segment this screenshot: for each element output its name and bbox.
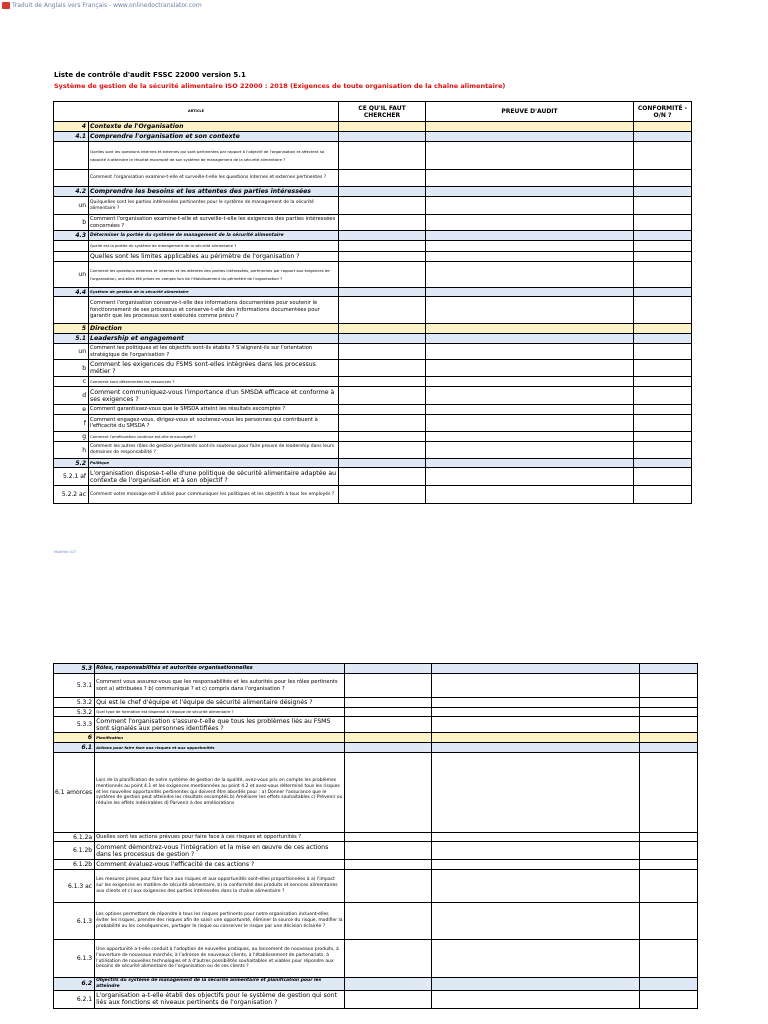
look-for-cell[interactable] [339,297,426,324]
look-for-cell[interactable] [339,405,426,415]
table-row [54,842,698,860]
evidence-cell[interactable] [426,241,634,252]
look-for-cell[interactable] [339,142,426,170]
audit-question: Comment communiquez-vous l'importance d'un SMSDA efficace et conforme à ses exigences ? [89,387,339,405]
audit-question: Comment les questions externes et internes et les attentes des parties intéressées, pertinentes par rapport aux exigences de l'organisation, ont-elles été prises en compte lors de l'établissement du périmètre de l'organisation ? [89,262,339,288]
conformity-cell[interactable] [634,215,692,231]
clause-ref: c [54,377,89,387]
section-title: Politique [89,459,339,468]
audit-question: Qui est le chef d'équipe et l'équipe de sécurité alimentaire désignés ? [95,698,345,708]
look-for-cell [339,231,426,241]
subsection-row [54,132,692,142]
clause-ref: un [54,262,89,288]
audit-question: L'organisation dispose-t-elle d'une politique de sécurité alimentaire adaptée au contexte de l'organisation et à son objectif ? [89,468,339,486]
conformity-cell[interactable] [634,252,692,262]
table-body-page-2 [54,664,698,1009]
conformity-cell [640,664,698,674]
section-title: Direction [89,324,339,334]
evidence-cell [426,122,634,132]
evidence-cell[interactable] [426,297,634,324]
translator-logo-icon [2,2,10,9]
clause-ref [54,170,89,187]
evidence-cell [426,334,634,344]
evidence-cell [432,733,640,743]
look-for-cell[interactable] [339,241,426,252]
look-for-cell[interactable] [339,486,426,504]
section-row [54,733,698,743]
table-row [54,360,692,377]
subsection-row [54,231,692,241]
clause-ref [54,142,89,170]
section-title: Rôles, responsabilités et autorités organisationnelles [95,664,345,674]
audit-question: Comment l'organisation examine-t-elle et surveille-t-elle les questions internes et externes pertinentes ? [89,170,339,187]
table-header-row [54,102,692,122]
audit-question: Comment les exigences du FSMS sont-elles intégrées dans les processus métier ? [89,360,339,377]
table-row [54,860,698,870]
look-for-cell[interactable] [345,833,432,842]
conformity-cell[interactable] [640,990,698,1008]
clause-ref: 5.2 [54,459,89,468]
evidence-cell [426,231,634,241]
audit-question: Comment démontrez-vous l'intégration et la mise en œuvre de ces actions dans les processus de gestion ? [95,842,345,860]
look-for-cell[interactable] [339,252,426,262]
evidence-cell[interactable] [426,387,634,405]
look-for-cell [345,978,432,991]
look-for-cell [345,733,432,743]
table-row [54,377,692,387]
evidence-cell[interactable] [426,262,634,288]
evidence-cell[interactable] [432,940,640,978]
audit-question: Comment garantissez-vous que le SMSDA atteint les résultats escomptés ? [89,405,339,415]
audit-question: Comment l'amélioration continue est-elle encouragée ? [89,432,339,442]
clause-ref: 5.3.3 [54,717,95,733]
evidence-cell[interactable] [432,833,640,842]
table-row [54,197,692,215]
conformity-cell [640,978,698,991]
conformity-cell[interactable] [634,387,692,405]
table-row [54,468,692,486]
table-row [54,486,692,504]
evidence-cell[interactable] [426,405,634,415]
look-for-cell[interactable] [345,903,432,940]
section-title: Système de gestion de la sécurité alimentaire [89,288,339,297]
evidence-cell [432,978,640,991]
table-row [54,432,692,442]
evidence-cell [426,288,634,297]
evidence-cell[interactable] [426,197,634,215]
conformity-cell [634,132,692,142]
clause-ref: b [54,215,89,231]
look-for-cell[interactable] [339,344,426,360]
look-for-cell[interactable] [345,698,432,708]
evidence-cell[interactable] [426,377,634,387]
conformity-cell[interactable] [634,241,692,252]
look-for-cell[interactable] [345,940,432,978]
look-for-cell[interactable] [339,197,426,215]
conformity-cell [634,231,692,241]
look-for-cell[interactable] [339,468,426,486]
section-row [54,324,692,334]
evidence-cell[interactable] [432,860,640,870]
evidence-cell[interactable] [426,486,634,504]
table-row [54,442,692,459]
audit-question: Comment engagez-vous, dirigez-vous et soutenez-vous les personnes qui contribuent à l'efficacité du SMSDA ? [89,415,339,432]
conformity-cell[interactable] [634,442,692,459]
table-row [54,252,692,262]
conformity-cell[interactable] [640,860,698,870]
look-for-cell[interactable] [345,674,432,698]
look-for-cell[interactable] [345,860,432,870]
table-row [54,674,698,698]
audit-question: Comment votre message est-il utilisé pour communiquer les politiques et les objectifs à tous les employés ? [89,486,339,504]
look-for-cell[interactable] [345,753,432,833]
look-for-cell[interactable] [339,170,426,187]
evidence-cell[interactable] [432,753,640,833]
conformity-cell [634,187,692,197]
audit-question: Comment l'organisation s'assure-t-elle que tous les problèmes liés au FSMS sont signalés aux personnes identifiées ? [95,717,345,733]
table-row [54,698,698,708]
clause-ref: 5.3.2 [54,698,95,708]
conformity-cell[interactable] [640,903,698,940]
look-for-cell[interactable] [339,360,426,377]
clause-ref: b [54,360,89,377]
conformity-cell[interactable] [634,415,692,432]
clause-ref: f [54,415,89,432]
audit-question: Quelles sont les questions internes et externes qui sont pertinentes par rapport à l'objectif de l'organisation et affectent sa capacité à atteindre le résultat escompté de son système de management de la sécurité alimentaire ? [89,142,339,170]
conformity-cell [634,324,692,334]
evidence-cell[interactable] [426,215,634,231]
evidence-cell [426,187,634,197]
clause-ref: 6 [54,733,95,743]
document-subtitle: Système de gestion de la sécurité alimentaire ISO 22000 : 2018 (Exigences de toute organisation de la chaîne alimentaire) [54,82,506,90]
section-row [54,122,692,132]
section-title: Planification [95,733,345,743]
subsection-row [54,288,692,297]
conformity-cell[interactable] [640,717,698,733]
clause-ref: 4.3 [54,231,89,241]
audit-question: Comment l'organisation examine-t-elle et surveille-t-elle les exigences des parties intéressées concernées ? [89,215,339,231]
table-row [54,990,698,1008]
audit-question: Quelles sont les limites applicables au périmètre de l'organisation ? [89,252,339,262]
evidence-cell [426,324,634,334]
conformity-cell[interactable] [640,753,698,833]
evidence-cell[interactable] [432,674,640,698]
table-row [54,262,692,288]
section-title: Objectifs du système de management de la sécurité alimentaire et planification pour les atteindre [95,978,345,991]
table-row [54,297,692,324]
audit-question: Quelles sont les actions prévues pour faire face à ces risques et opportunités ? [95,833,345,842]
look-for-cell [339,334,426,344]
look-for-cell [339,187,426,197]
table-row [54,717,698,733]
clause-ref: 6.1 amorces [54,753,95,833]
subsection-row [54,743,698,753]
clause-ref: un [54,197,89,215]
clause-ref: 5.1 [54,334,89,344]
clause-ref: 4.2 [54,187,89,197]
clause-ref: 6.1.3 [54,903,95,940]
evidence-cell [432,664,640,674]
conformity-cell [640,733,698,743]
audit-question: Les mesures prises pour faire face aux risques et aux opportunités sont-elles proportionnées à a) l'impact sur les exigences en matière de sécurité alimentaire, b) la conformité des produits et services alimentaires aux clients et c) aux exigences des parties intéressées dans la chaîne alimentaire ? [95,870,345,903]
look-for-cell [339,288,426,297]
table-row [54,903,698,940]
audit-question: Quel type de formation est dispensé à l'équipe de sécurité alimentaire ? [95,708,345,717]
look-for-cell[interactable] [345,708,432,717]
section-title: Actions pour faire face aux risques et aux opportunités [95,743,345,753]
audit-question: Comment évaluez-vous l'efficacité de ces actions ? [95,860,345,870]
audit-checklist-table-page-1 [53,101,692,504]
clause-ref: g [54,432,89,442]
evidence-cell[interactable] [432,717,640,733]
audit-question: Une opportunité a-t-elle conduit à l'adoption de nouvelles pratiques, au lancement de nouveaux produits, à l'ouverture de nouveaux marchés, à l'adresse de nouveaux clients, à l'établissement de partenariats, à l'utilisation de nouvelles technologies et à d'autres possibilités souhaitables et viables pour répondre aux besoins de sécurité alimentaire de l'organisation ou de ses clients ? [95,940,345,978]
look-for-cell[interactable] [339,377,426,387]
audit-question: Quelle est la portée du système de management de la sécurité alimentaire ? [89,241,339,252]
evidence-cell[interactable] [432,708,640,717]
look-for-cell [345,664,432,674]
section-title: Comprendre l'organisation et son contexte [89,132,339,142]
conformity-cell[interactable] [640,940,698,978]
clause-ref: 5.3.2 [54,708,95,717]
header-look-for: CE QU'IL FAUT CHERCHER [339,102,426,122]
header-evidence: PREUVE D'AUDIT [426,102,634,122]
look-for-cell [339,324,426,334]
conformity-cell[interactable] [634,344,692,360]
section-title: Déterminer la portée du système de management de la sécurité alimentaire [89,231,339,241]
table-row [54,387,692,405]
conformity-cell[interactable] [634,468,692,486]
evidence-cell[interactable] [426,432,634,442]
conformity-cell[interactable] [634,170,692,187]
conformity-cell[interactable] [634,262,692,288]
look-for-cell [345,743,432,753]
conformity-cell[interactable] [640,842,698,860]
audit-question: Comment l'organisation conserve-t-elle des informations documentées pour soutenir le fonctionnement de ses processus et conserve-t-elle des informations documentées pour garantir que les processus sont exécutés comme prévu ? [89,297,339,324]
evidence-cell[interactable] [426,415,634,432]
conformity-cell[interactable] [634,142,692,170]
evidence-cell[interactable] [426,344,634,360]
conformity-cell [640,743,698,753]
clause-ref: 6.1.3 ac [54,870,95,903]
clause-ref: 6.2 [54,978,95,991]
clause-ref: 5.2.2 ac [54,486,89,504]
clause-ref: 6.1.2b [54,842,95,860]
evidence-cell[interactable] [432,903,640,940]
conformity-cell[interactable] [634,486,692,504]
conformity-cell [634,122,692,132]
evidence-cell[interactable] [426,442,634,459]
audit-question: Comment sont déterminées les ressources ? [89,377,339,387]
conformity-cell[interactable] [634,432,692,442]
conformity-cell[interactable] [634,197,692,215]
table-row [54,870,698,903]
table-row [54,215,692,231]
look-for-cell[interactable] [339,215,426,231]
clause-ref: 5.3 [54,664,95,674]
subsection-row [54,664,698,674]
clause-ref: 5 [54,324,89,334]
look-for-cell [339,459,426,468]
clause-ref: 4 [54,122,89,132]
look-for-cell[interactable] [339,415,426,432]
table-row [54,415,692,432]
clause-ref: 5.3.1 [54,674,95,698]
conformity-cell [634,334,692,344]
table-row [54,344,692,360]
table-row [54,753,698,833]
header-article: ARTICLE [54,102,339,122]
audit-question: Les options permettant de répondre à tous les risques pertinents pour notre organisation incluent-elles éviter les risques, prendre des risques afin de saisir une opportunité, éliminer la source du risque, modifier la probabilité ou les conséquences, partager le risque ou conserver le risque par une décision éclairée ? [95,903,345,940]
clause-ref: h [54,442,89,459]
clause-ref: e [54,405,89,415]
audit-question: Lors de la planification de notre système de gestion de la qualité, avez-vous pris en compte les problèmes mentionnés au point 4.1 et les exigences mentionnées au point 4.2 et avez-vous déterminé tous les risques et les nouvelles opportunités pertinentes qui doivent être abordés pour : a) Donner l'assurance que le système de gestion peut atteindre les résultats escomptés b) Améliorer les effets souhaitables c) Prévenir ou réduire les effets indésirables d) Parvenir à des améliorations [95,753,345,833]
look-for-cell[interactable] [339,432,426,442]
subsection-row [54,459,692,468]
conformity-cell[interactable] [634,377,692,387]
subsection-row [54,978,698,991]
conformity-cell [634,288,692,297]
evidence-cell[interactable] [432,842,640,860]
conformity-cell[interactable] [640,708,698,717]
conformity-cell[interactable] [640,674,698,698]
clause-ref: un [54,344,89,360]
table-body-page-1 [54,122,692,504]
page-footnote: Modifiez 427 [54,550,77,554]
clause-ref: 4.4 [54,288,89,297]
clause-ref: 6.1.2a [54,833,95,842]
table-row [54,708,698,717]
table-row [54,940,698,978]
look-for-cell[interactable] [345,717,432,733]
audit-question: Qui/quelles sont les parties intéressées pertinentes pour le système de management de la sécurité alimentaire ? [89,197,339,215]
table-row [54,170,692,187]
clause-ref: 4.1 [54,132,89,142]
conformity-cell[interactable] [640,870,698,903]
clause-ref: 6.2.1 [54,990,95,1008]
look-for-cell[interactable] [339,442,426,459]
audit-question: Comment les politiques et les objectifs sont-ils établis ? S'alignent-ils sur l'orientation stratégique de l'organisation ? [89,344,339,360]
look-for-cell [339,132,426,142]
evidence-cell[interactable] [432,698,640,708]
audit-question: Comment vous assurez-vous que les responsabilités et les autorités pour les rôles pertinents sont a) attribuées ? b) communiqué ? et c) compris dans l'organisation ? [95,674,345,698]
audit-question: Comment les autres rôles de gestion pertinents sont-ils soutenus pour faire preuve de leadership dans leurs domaines de responsabilité ? [89,442,339,459]
document-title: Liste de contrôle d'audit FSSC 22000 version 5.1 [54,71,246,79]
clause-ref: 6.1 [54,743,95,753]
subsection-row [54,187,692,197]
section-title: Contexte de l'Organisation [89,122,339,132]
audit-question: L'organisation a-t-elle établi des objectifs pour le système de gestion qui sont liés aux fonctions et niveaux pertinents de l'organisation ? [95,990,345,1008]
table-row [54,241,692,252]
look-for-cell[interactable] [339,262,426,288]
table-row [54,142,692,170]
translation-banner[interactable] [0,0,202,10]
look-for-cell [339,122,426,132]
evidence-cell [426,459,634,468]
table-row [54,405,692,415]
evidence-cell[interactable] [426,142,634,170]
conformity-cell[interactable] [634,405,692,415]
clause-ref [54,252,89,262]
evidence-cell[interactable] [426,468,634,486]
evidence-cell[interactable] [432,990,640,1008]
evidence-cell[interactable] [432,870,640,903]
table-row [54,833,698,842]
look-for-cell[interactable] [339,387,426,405]
evidence-cell [426,132,634,142]
section-title: Comprendre les besoins et les attentes des parties intéressées [89,187,339,197]
conformity-cell [634,459,692,468]
evidence-cell[interactable] [426,170,634,187]
look-for-cell[interactable] [345,990,432,1008]
look-for-cell[interactable] [345,870,432,903]
clause-ref: d [54,387,89,405]
conformity-cell[interactable] [634,360,692,377]
audit-checklist-table-page-2 [53,663,698,1009]
clause-ref [54,297,89,324]
subsection-row [54,334,692,344]
clause-ref: 5.2.1 af [54,468,89,486]
evidence-cell[interactable] [426,360,634,377]
conformity-cell[interactable] [634,297,692,324]
clause-ref [54,241,89,252]
look-for-cell[interactable] [345,842,432,860]
section-title: Leadership et engagement [89,334,339,344]
clause-ref: 6.1.2b [54,860,95,870]
banner-text: Traduit de Anglais vers Français - www.onlinedoctranslator.com [12,1,202,9]
evidence-cell [432,743,640,753]
conformity-cell[interactable] [640,698,698,708]
header-conformity: CONFORMITÉ - O/N ? [634,102,692,122]
conformity-cell[interactable] [640,833,698,842]
evidence-cell[interactable] [426,252,634,262]
clause-ref: 6.1.3 [54,940,95,978]
